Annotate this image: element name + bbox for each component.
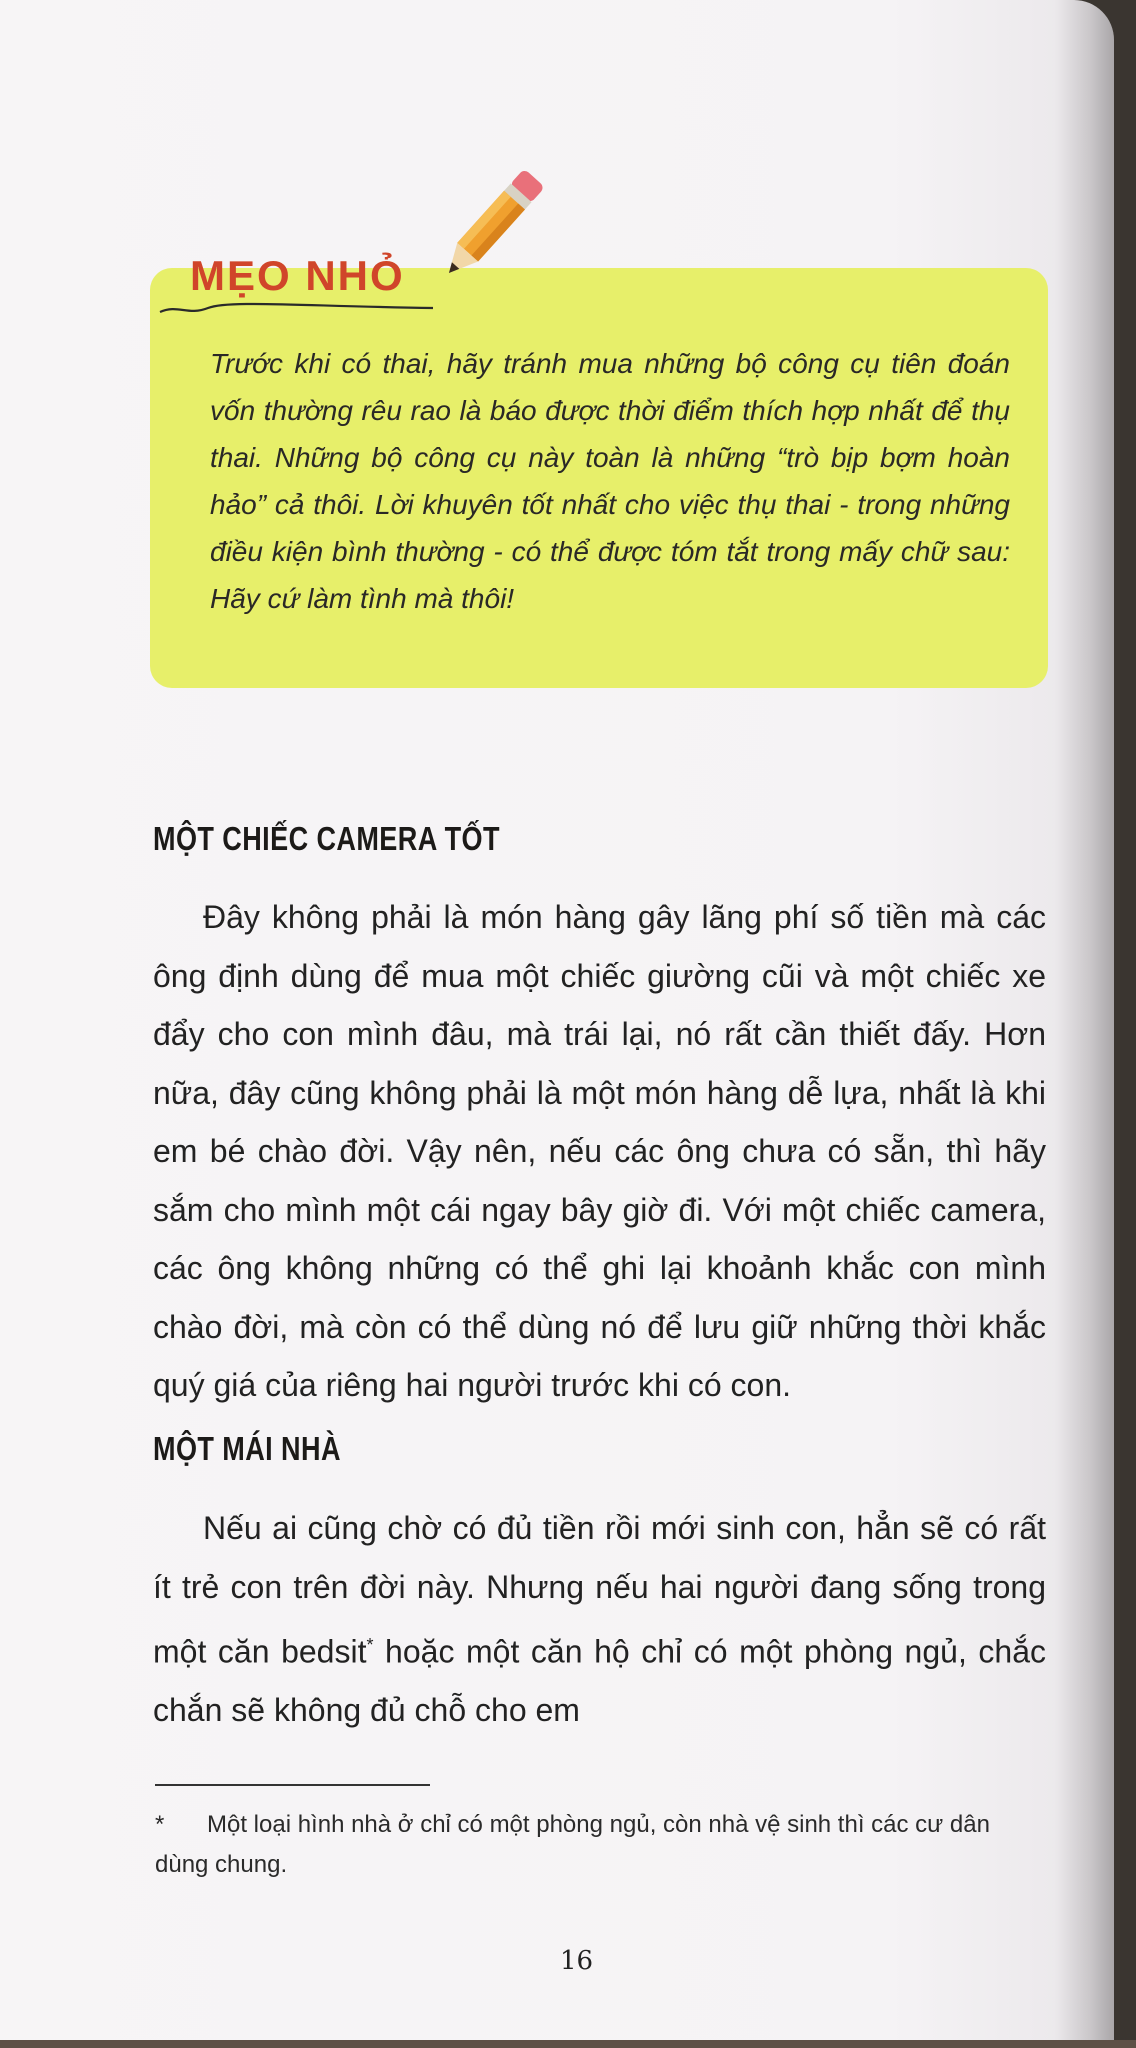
tip-heading-underline xyxy=(158,296,438,318)
tip-text: Trước khi có thai, hãy tránh mua những bộ công cụ tiên đoán vốn thường rêu rao là báo được thời điểm thích hợp nhất để thụ thai. Những bộ công cụ này toàn là những “trò bịp bợm hoàn hảo” cả thôi. Lời khuyên tốt nhất cho việc thụ thai - trong những điều kiện bình thường - có thể được tóm tắt trong mấy chữ sau: Hãy cứ làm tình mà thôi! xyxy=(210,348,1010,614)
book-bottom-edge xyxy=(0,2040,1136,2048)
section-heading-camera: MỘT CHIẾC CAMERA TỐT xyxy=(153,820,500,857)
footnote-text: Một loại hình nhà ở chỉ có một phòng ngủ, còn nhà vệ sinh thì các cư dân dùng chung. xyxy=(155,1811,990,1878)
footnote-reference-mark: * xyxy=(366,1635,374,1655)
footnote-mark: * xyxy=(155,1811,165,1838)
section-body-house-before: Nếu ai cũng chờ có đủ tiền rồi mới sinh con, hẳn sẽ có rất ít trẻ con trên đời này. Nhưng nếu hai người đang sống trong một căn bedsit xyxy=(153,1510,1046,1670)
section-body-house xyxy=(153,1499,1046,1740)
section-heading-house: MỘT MÁI NHÀ xyxy=(153,1430,341,1467)
section-body-house-after: hoặc một căn hộ chỉ có một phòng ngủ, chắc chắn sẽ không đủ chỗ cho em xyxy=(153,1633,1047,1729)
section-body-camera: Đây không phải là món hàng gây lãng phí số tiền mà các ông định dùng để mua một chiếc giường cũi và một chiếc xe đẩy cho con mình đâu, mà trái lại, nó rất cần thiết đấy. Hơn nữa, đây cũng không phải là một món hàng dễ lựa, nhất là khi em bé chào đời. Vậy nên, nếu các ông chưa có sẵn, thì hãy sắm cho mình một cái ngay bây giờ đi. Với một chiếc camera, các ông không những có thể ghi lại khoảnh khắc con mình chào đời, mà còn có thể dùng nó để lưu giữ những thời khắc quý giá của riêng hai người trước khi có con. xyxy=(153,899,1046,1403)
pencil-icon xyxy=(424,152,554,302)
tip-heading: MẸO NHỎ xyxy=(190,252,405,299)
footnote-divider xyxy=(155,1784,430,1786)
page-edge-shadow xyxy=(1054,0,1114,2040)
footnote xyxy=(155,1805,1045,1885)
page-number: 16 xyxy=(560,1946,594,1976)
